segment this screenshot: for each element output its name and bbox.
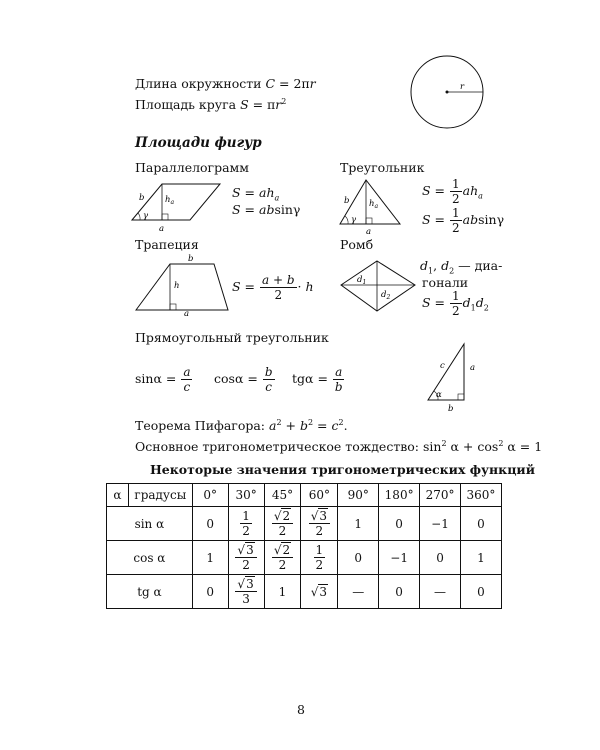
header-cell: 360° <box>460 484 501 507</box>
svg-text:d2: $d_2$ <box>381 290 391 301</box>
table-row-tg <box>107 575 502 609</box>
cos-formula: cosα = $\frac{b}{c}$ <box>214 365 273 394</box>
cell: √3 <box>301 575 338 609</box>
table-row-sin <box>107 507 502 541</box>
cell: 0 <box>460 507 501 541</box>
triangle-title: Треугольник <box>340 160 425 175</box>
cell: $\frac{1}{2}$ <box>301 541 338 575</box>
cell: 0 <box>420 541 461 575</box>
svg-text:h: h <box>174 281 180 291</box>
section-title: Площади фигур <box>135 135 262 151</box>
radius-label: r <box>460 82 465 92</box>
header-cell: 0° <box>192 484 228 507</box>
table-title: Некоторые значения тригонометрических функций <box>150 462 535 477</box>
cell: 1 <box>264 575 301 609</box>
cell: 0 <box>192 575 228 609</box>
svg-text:α: α <box>436 390 442 400</box>
svg-text:ha: $h_a$ <box>369 199 379 210</box>
triangle-formula-1: S = $\frac{1}{2}$ $ah_a$ <box>422 177 483 206</box>
right-triangle-title: Прямоугольный треугольник <box>135 330 329 345</box>
cell: 0 <box>379 507 420 541</box>
cell: 0 <box>338 541 379 575</box>
svg-text:b: b <box>448 404 454 414</box>
table-row-cos <box>107 541 502 575</box>
parallelogram-title: Параллелограмм <box>135 160 250 175</box>
svg-text:b: b <box>139 193 145 203</box>
rhombus-text-2: гонали <box>422 275 469 290</box>
circle-circumference: Длина окружности C = 2πr <box>135 76 316 91</box>
row-label: cos α <box>107 541 193 575</box>
header-cell: 30° <box>228 484 264 507</box>
svg-text:d1: $d_1$ <box>357 275 367 286</box>
rhombus-figure <box>337 257 419 317</box>
svg-text:γ: γ <box>143 211 149 221</box>
cell: $\frac{√3}{2}$ <box>301 507 338 541</box>
cell: 1 <box>192 541 228 575</box>
trig-table <box>106 483 502 609</box>
cell: $\frac{1}{2}$ <box>228 507 264 541</box>
svg-text:b: b <box>344 196 350 206</box>
svg-text:a: a <box>184 309 190 318</box>
cell: −1 <box>379 541 420 575</box>
trapezoid-formula: S = $\frac{a + b}{2}$ · h <box>232 273 314 302</box>
cell: 1 <box>338 507 379 541</box>
parallelogram-formula-2: S = absinγ <box>232 202 301 217</box>
parallelogram-formula-1: $S = ah_a$ <box>232 185 280 203</box>
parallelogram-figure <box>128 180 228 236</box>
page-number: 8 <box>297 702 305 717</box>
svg-text:a: a <box>366 227 372 236</box>
trapezoid-figure <box>132 252 232 318</box>
svg-text:a: a <box>470 363 476 373</box>
triangle-formula-2: S = $\frac{1}{2}$ absinγ <box>422 206 505 235</box>
header-cell: градусы <box>128 484 192 507</box>
rhombus-formula: S = $\frac{1}{2}$ $d_1d_2$ <box>422 289 489 318</box>
cell: — <box>338 575 379 609</box>
triangle-figure <box>336 176 416 236</box>
tg-formula: tgα = $\frac{a}{b}$ <box>292 365 343 394</box>
svg-text:a: a <box>159 224 165 234</box>
svg-text:b: b <box>188 254 194 264</box>
right-triangle-figure <box>418 338 488 414</box>
cell: $\frac{√3}{2}$ <box>228 541 264 575</box>
cell: 0 <box>379 575 420 609</box>
cell: — <box>420 575 461 609</box>
rhombus-title: Ромб <box>340 237 374 252</box>
svg-text:c: c <box>440 361 445 371</box>
row-label: sin α <box>107 507 193 541</box>
header-cell: 45° <box>264 484 301 507</box>
trapezoid-title: Трапеция <box>135 237 199 252</box>
cell: 1 <box>460 541 501 575</box>
svg-text:γ: γ <box>351 215 357 225</box>
cell: 0 <box>192 507 228 541</box>
header-cell: 60° <box>301 484 338 507</box>
rhombus-text-1: $d_1$, $d_2$ — диа- <box>420 258 503 276</box>
cell: 0 <box>460 575 501 609</box>
cell: $\frac{√3}{3}$ <box>228 575 264 609</box>
header-cell: α <box>107 484 129 507</box>
header-cell: 180° <box>379 484 420 507</box>
cell: $\frac{√2}{2}$ <box>264 541 301 575</box>
header-cell: 270° <box>420 484 461 507</box>
pythagoras-theorem: Теорема Пифагора: $a^2 + b^2 = c^2$. <box>135 418 348 434</box>
circle-area: Площадь круга $S = \pi r^2$ <box>135 97 287 113</box>
cell: −1 <box>420 507 461 541</box>
header-cell: 90° <box>338 484 379 507</box>
circle-figure <box>408 53 486 131</box>
cell: $\frac{√2}{2}$ <box>264 507 301 541</box>
row-label: tg α <box>107 575 193 609</box>
svg-text:ha: $h_a$ <box>165 195 175 206</box>
table-header-row <box>107 484 502 507</box>
sin-formula: sinα = $\frac{a}{c}$ <box>135 365 191 394</box>
trig-identity: Основное тригонометрическое тождество: $\sin^2 \alpha + \cos^2 \alpha = 1$ <box>135 439 543 455</box>
